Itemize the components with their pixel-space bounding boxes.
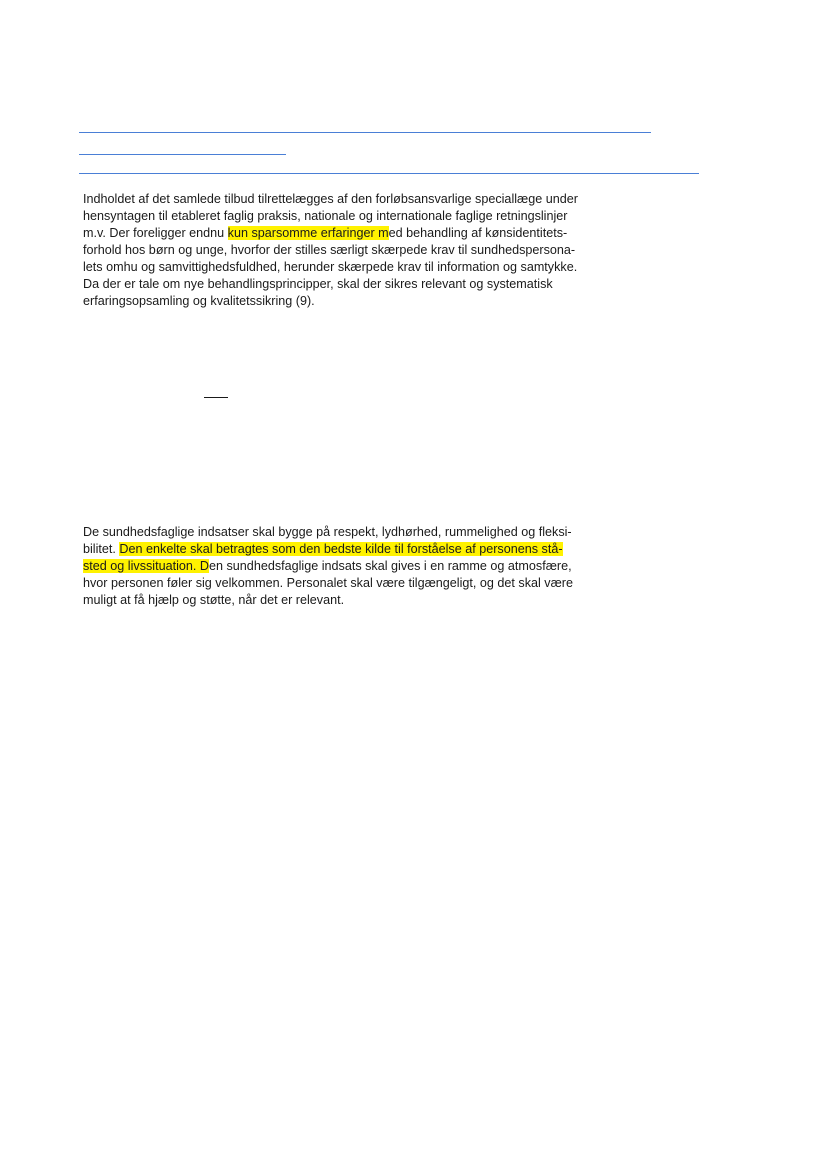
highlighted-text: kun sparsomme erfaringer m (227, 226, 389, 240)
text-line: Indholdet af det samlede tilbud tilrettelægges af den forløbsansvarlige speciallæge under (83, 192, 578, 206)
paragraph-health-interventions (83, 524, 573, 609)
text-line: forhold hos børn og unge, hvorfor der stilles særligt skærpede krav til sundhedspersona- (83, 243, 576, 257)
text-segment: m.v. Der foreligger endnu (83, 226, 228, 240)
text-line: De sundhedsfaglige indsatser skal bygge på respekt, lydhørhed, rummelighed og fleksi- (83, 525, 572, 539)
text-line: Da der er tale om nye behandlingsprincipper, skal der sikres relevant og systematisk (83, 277, 553, 291)
link-line-3[interactable] (79, 173, 699, 174)
short-underline-mark (204, 397, 228, 398)
link-line-1[interactable] (79, 132, 651, 133)
text-line: muligt at få hjælp og støtte, når det er relevant. (83, 593, 345, 607)
text-line: hensyntagen til etableret faglig praksis, nationale og internationale faglige retningslinjer (83, 209, 568, 223)
link-line-2[interactable] (79, 154, 286, 155)
text-segment: ed behandling af kønsidentitets- (388, 226, 568, 240)
text-segment: en sundhedsfaglige indsats skal gives i en ramme og atmosfære, (209, 559, 572, 573)
text-line (83, 541, 573, 558)
highlighted-text: sted og livssituation. D (83, 559, 209, 573)
text-line: lets omhu og samvittighedsfuldhed, herunder skærpede krav til information og samtykke. (83, 260, 578, 274)
text-segment: bilitet. (83, 542, 120, 556)
paragraph-treatment-planning (83, 191, 578, 310)
text-line (83, 225, 578, 242)
text-line (83, 558, 573, 575)
highlighted-text: Den enkelte skal betragtes som den bedste kilde til forståelse af personens stå- (119, 542, 563, 556)
text-line: hvor personen føler sig velkommen. Personalet skal være tilgængeligt, og det skal være (83, 576, 573, 590)
text-line: erfaringsopsamling og kvalitetssikring (9). (83, 294, 315, 308)
